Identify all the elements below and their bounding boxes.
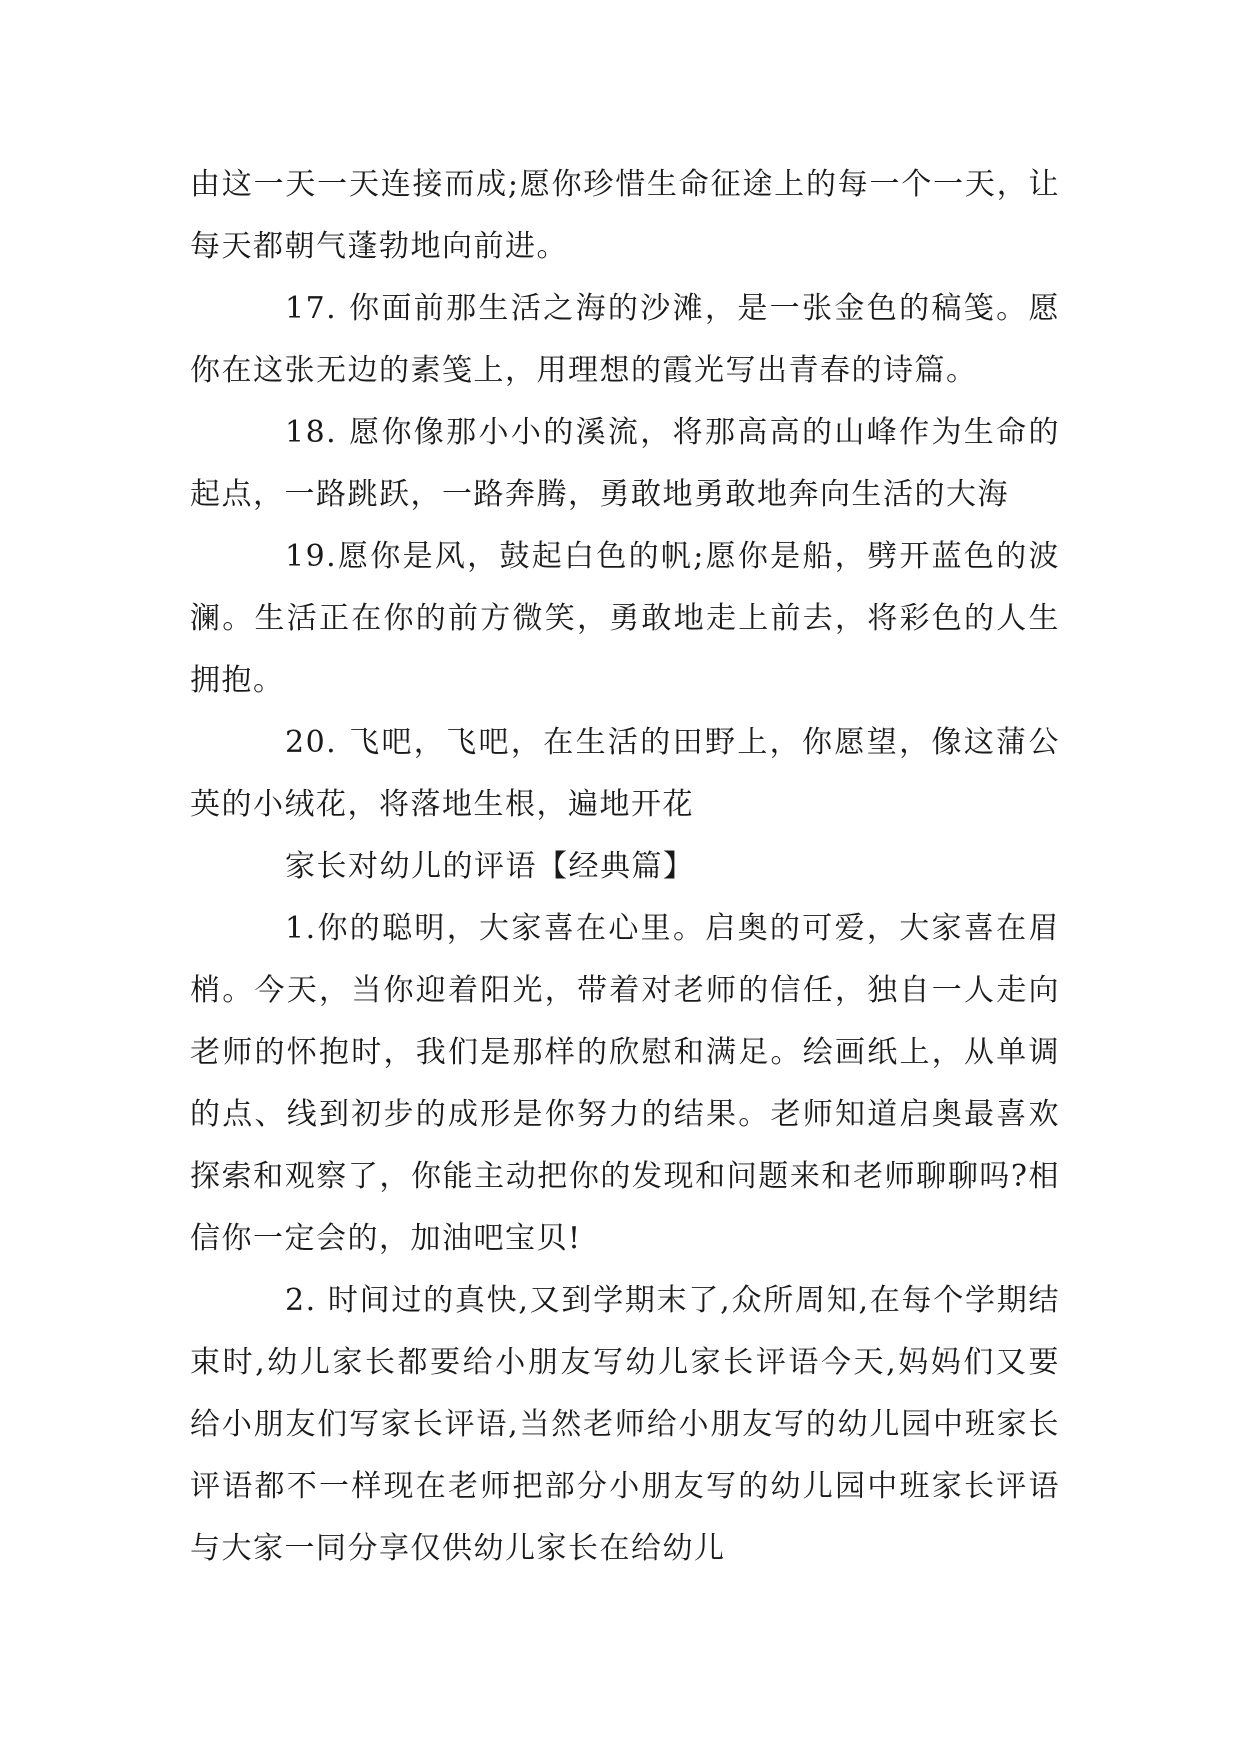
paragraph-item-18: 18. 愿你像那小小的溪流，将那高高的山峰作为生命的起点，一路跳跃，一路奔腾，勇敢地勇敢地奔向生活的大海	[190, 415, 1060, 512]
section-heading: 家长对幼儿的评语【经典篇】	[285, 849, 695, 884]
section-paragraph-item-2: 2. 时间过的真快,又到学期末了,众所周知,在每个学期结束时,幼儿家长都要给小朋友写幼儿家长评语今天,妈妈们又要给小朋友们写家长评语,当然老师给小朋友写的幼儿园中班家长评语都不一样现在老师把部分小朋友写的幼儿园中班家长评语与大家一同分享仅供幼儿家长在给幼儿	[190, 1283, 1060, 1566]
paragraph-item-20: 20. 飞吧，飞吧，在生活的田野上，你愿望，像这蒲公英的小绒花，将落地生根，遍地开花	[190, 725, 1060, 822]
paragraph-continuation: 由这一天一天连接而成;愿你珍惜生命征途上的每一个一天，让每天都朝气蓬勃地向前进。	[190, 167, 1060, 264]
section-paragraph-item-1: 1.你的聪明，大家喜在心里。启奥的可爱，大家喜在眉梢。今天，当你迎着阳光，带着对老师的信任，独自一人走向老师的怀抱时，我们是那样的欣慰和满足。绘画纸上，从单调的点、线到初步的成形是你努力的结果。老师知道启奥最喜欢探索和观察了，你能主动把你的发现和问题来和老师聊聊吗?相信你一定会的，加油吧宝贝!	[190, 911, 1060, 1256]
paragraph-item-17: 17. 你面前那生活之海的沙滩，是一张金色的稿笺。愿你在这张无边的素笺上，用理想的霞光写出青春的诗篇。	[190, 291, 1060, 388]
document-body	[190, 154, 1060, 1580]
paragraph-item-19: 19.愿你是风，鼓起白色的帆;愿你是船，劈开蓝色的波澜。生活正在你的前方微笑，勇敢地走上前去，将彩色的人生拥抱。	[190, 539, 1060, 698]
